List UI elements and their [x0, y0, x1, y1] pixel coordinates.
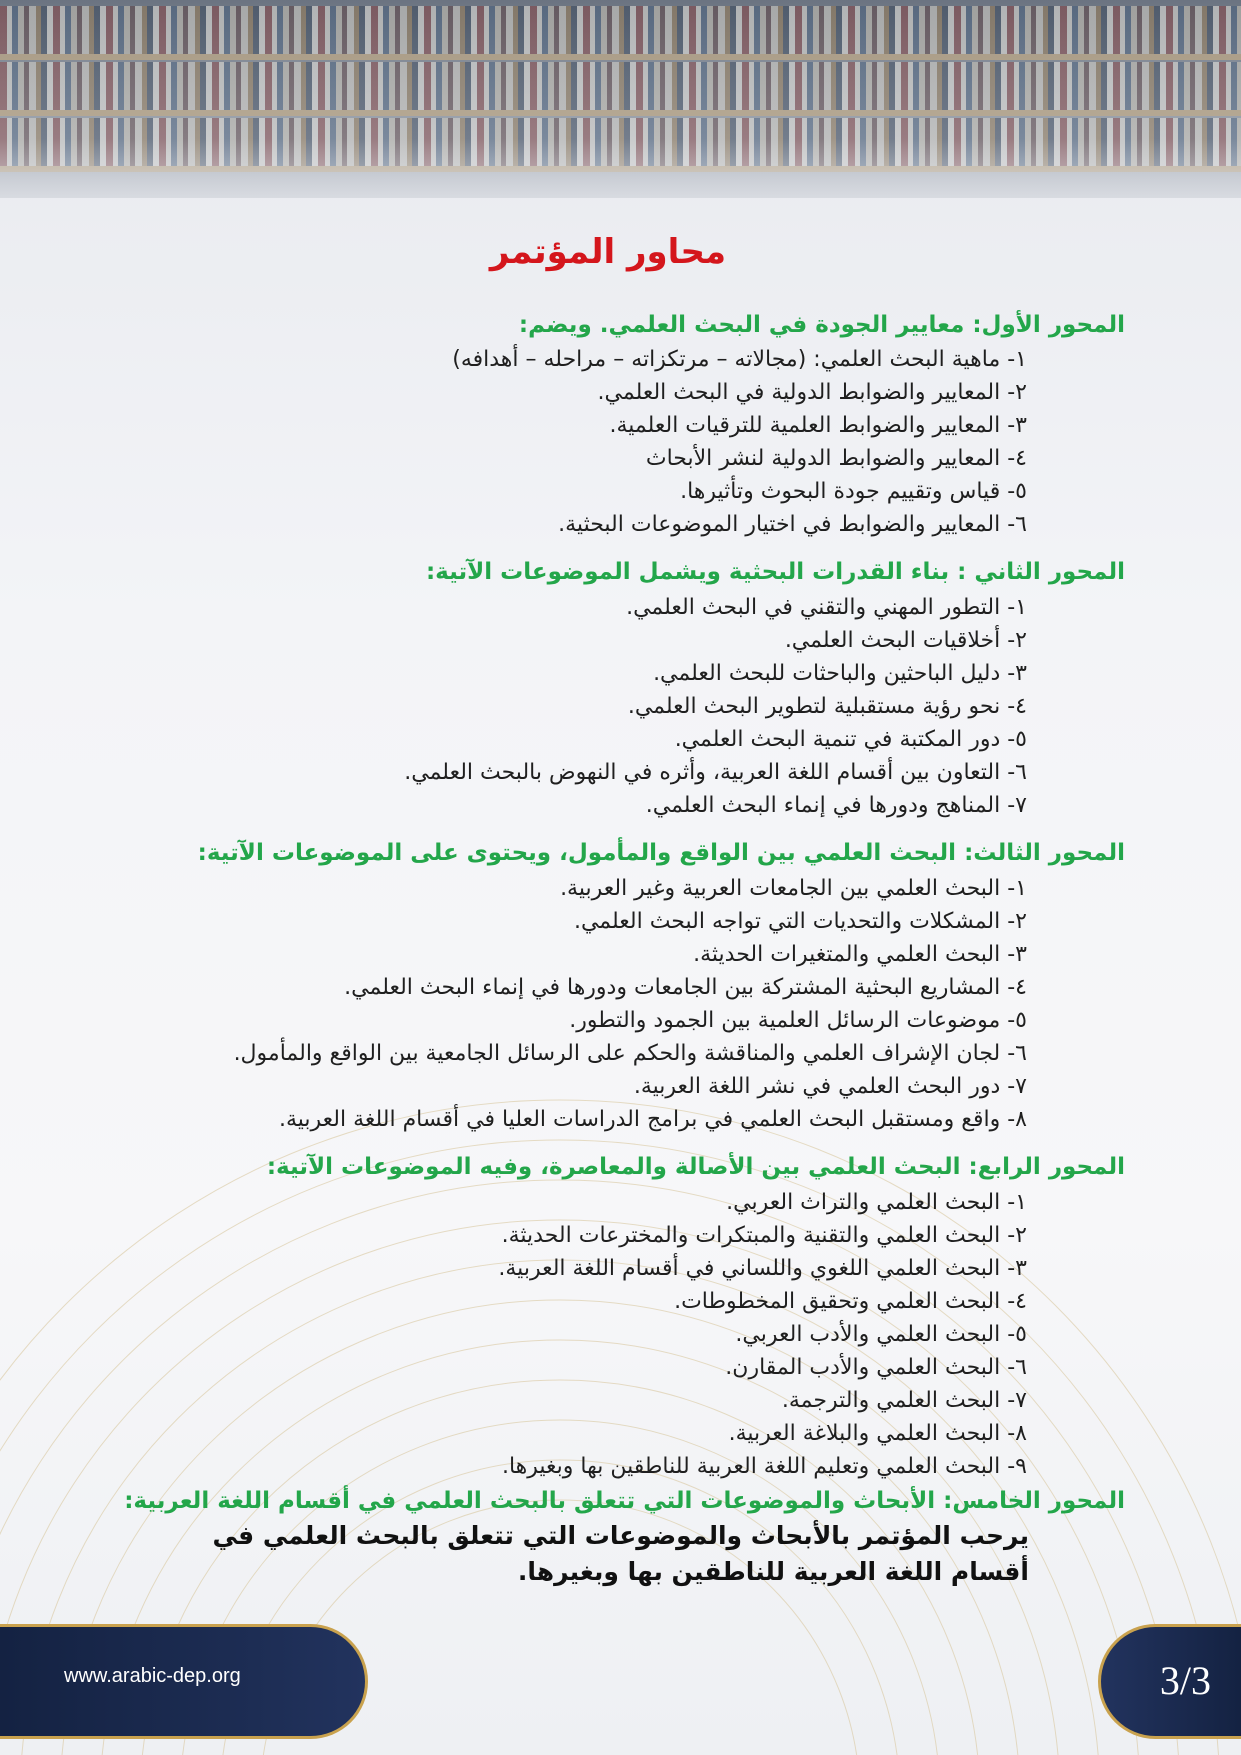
list-item: ٣- البحث العلمي اللغوي واللساني في أقسام اللغة العربية.	[498, 1256, 1027, 1281]
list-item: ٢- المشكلات والتحديات التي تواجه البحث العلمي.	[573, 909, 1027, 934]
list-item: ١- البحث العلمي والتراث العربي.	[726, 1190, 1027, 1215]
axis-heading-2: المحور الثاني : بناء القدرات البحثية ويشمل الموضوعات الآتية:	[425, 559, 1125, 585]
list-item: ٩- البحث العلمي وتعليم اللغة العربية للناطقين بها وبغيرها.	[501, 1454, 1027, 1479]
list-item: ٥- قياس وتقييم جودة البحوث وتأثيرها.	[680, 479, 1027, 504]
list-item: ٧- دور البحث العلمي في نشر اللغة العربية.	[633, 1074, 1027, 1099]
page-number: 3/3	[1159, 1658, 1211, 1703]
list-item: ٣- المعايير والضوابط العلمية للترقيات العلمية.	[609, 413, 1027, 438]
list-item: ٧- البحث العلمي والترجمة.	[781, 1388, 1027, 1413]
list-item: ٢- البحث العلمي والتقنية والمبتكرات والمخترعات الحديثة.	[501, 1223, 1027, 1248]
list-item: ١- التطور المهني والتقني في البحث العلمي.	[626, 595, 1027, 620]
list-item: ٤- البحث العلمي وتحقيق المخطوطات.	[674, 1289, 1027, 1314]
list-item: ١- ماهية البحث العلمي: (مجالاته – مرتكزاته – مراحله – أهدافه)	[452, 347, 1027, 372]
list-item: ٥- دور المكتبة في تنمية البحث العلمي.	[674, 727, 1027, 752]
list-item: ٥- البحث العلمي والأدب العربي.	[735, 1322, 1027, 1347]
list-item: ٣- البحث العلمي والمتغيرات الحديثة.	[693, 942, 1027, 967]
list-item: ٨- البحث العلمي والبلاغة العربية.	[728, 1421, 1027, 1446]
page-title: محاور المؤتمر	[489, 232, 726, 272]
list-item: ٦- لجان الإشراف العلمي والمناقشة والحكم على الرسائل الجامعية بين الواقع والمأمول.	[233, 1041, 1027, 1066]
website-link[interactable]: www.arabic-dep.org	[64, 1665, 241, 1687]
fifth-axis-paragraph: يرحب المؤتمر بالأبحاث والموضوعات التي تتعلق بالبحث العلمي في أقسام اللغة العربية للناطقين بها وبغيرها.	[212, 1521, 1029, 1587]
list-item: ٢- المعايير والضوابط الدولية في البحث العلمي.	[597, 380, 1027, 405]
list-item: ٢- أخلاقيات البحث العلمي.	[784, 628, 1027, 653]
list-item: ٦- البحث العلمي والأدب المقارن.	[725, 1355, 1027, 1380]
axis-heading-4: المحور الرابع: البحث العلمي بين الأصالة والمعاصرة، وفيه الموضوعات الآتية:	[266, 1154, 1125, 1180]
axis-heading-3: المحور الثالث: البحث العلمي بين الواقع والمأمول، ويحتوى على الموضوعات الآتية:	[197, 840, 1125, 866]
axis-heading-1: المحور الأول: معايير الجودة في البحث العلمي. ويضم:	[518, 312, 1125, 338]
list-item: ٧- المناهج ودورها في إنماء البحث العلمي.	[645, 793, 1027, 818]
list-item: ٤- المعايير والضوابط الدولية لنشر الأبحاث	[645, 446, 1027, 471]
header-bookshelf-image	[0, 0, 1241, 198]
list-item: ٦- التعاون بين أقسام اللغة العربية، وأثره في النهوض بالبحث العلمي.	[404, 760, 1027, 785]
axis-heading-5: المحور الخامس: الأبحاث والموضوعات التي تتعلق بالبحث العلمي في أقسام اللغة العربية:	[124, 1488, 1125, 1514]
list-item: ٤- المشاريع البحثية المشتركة بين الجامعات ودورها في إنماء البحث العلمي.	[344, 975, 1027, 1000]
list-item: ٨- واقع ومستقبل البحث العلمي في برامج الدراسات العليا في أقسام اللغة العربية.	[278, 1107, 1027, 1132]
list-item: ٦- المعايير والضوابط في اختيار الموضوعات البحثية.	[558, 512, 1027, 537]
list-item: ٣- دليل الباحثين والباحثات للبحث العلمي.	[653, 661, 1027, 686]
list-item: ١- البحث العلمي بين الجامعات العربية وغير العربية.	[560, 876, 1027, 901]
list-item: ٥- موضوعات الرسائل العلمية بين الجمود والتطور.	[569, 1008, 1027, 1033]
list-item: ٤- نحو رؤية مستقبلية لتطوير البحث العلمي.	[627, 694, 1027, 719]
